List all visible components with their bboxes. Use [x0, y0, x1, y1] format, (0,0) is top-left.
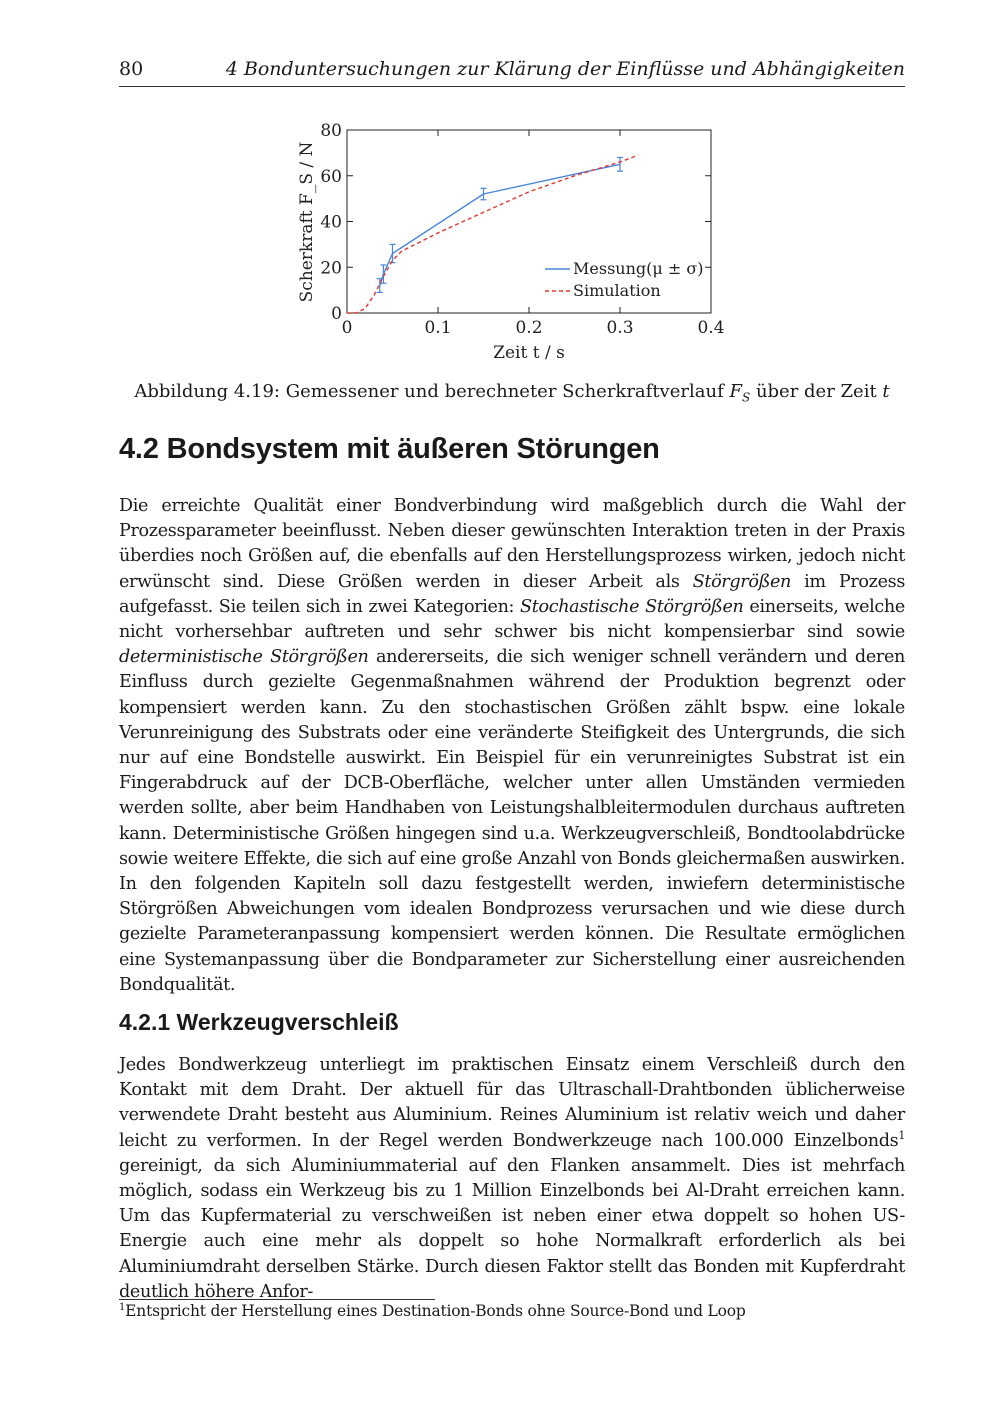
text-run: Jedes Bondwerkzeug unterliegt im praktischen Einsatz einem Verschleiß durch den Kontakt mit dem Draht. Der aktuell für das Ultraschall-Drahtbonden üblicherweise verwendete Draht besteht aus Aluminium. Reines Aluminium ist relativ weich und daher leicht zu verformen. In der Regel werden Bondwerkzeuge nach 100.000 Einzelbonds — [119, 1055, 905, 1151]
text-run: gereinigt, da sich Aluminiummaterial auf den Flanken ansammelt. Dies ist mehrfach möglich, sodass ein Werkzeug bis zu 1 Million Einzelbonds bei Al-Draht erreichen kann. Um das Kupfermaterial zu verschweißen ist neben einer etwa doppelt so hohen US-Energie auch eine mehr als doppelt so hohe Normalkraft erforderlich als bei Aluminiumdraht derselben Stärke. Durch diesen Faktor stellt das Bonden mit Kupferdraht deutlich höhere Anfor- — [119, 1155, 905, 1302]
caption-variable: t — [882, 381, 890, 402]
caption-symbol — [729, 381, 751, 405]
page-number: 80 — [119, 58, 144, 80]
y-tick-label: 20 — [320, 258, 342, 279]
caption-symbol-subscript: S — [741, 390, 751, 405]
x-tick-label: 0 — [341, 318, 353, 338]
y-tick-label: 60 — [320, 166, 342, 187]
text-run: einerseits, welche nicht vorhersehbar auftreten und sehr schwer bis nicht kompensierbar sind sowie — [119, 596, 905, 643]
y-axis-label: Scherkraft F_S / N — [297, 141, 317, 303]
caption-symbol-letter: F — [729, 381, 742, 402]
footnote-divider — [119, 1299, 435, 1300]
running-title: 4 Bonduntersuchungen zur Klärung der Einflüsse und Abhängigkeiten — [225, 58, 905, 80]
section-heading: 4.2 Bondsystem mit äußeren Störungen — [119, 433, 660, 465]
y-tick-label: 0 — [331, 304, 342, 324]
y-tick-label: 80 — [320, 121, 342, 141]
subsection-paragraph — [119, 1053, 905, 1305]
footnote-text: Entspricht der Herstellung eines Destination-Bonds ohne Source-Bond und Loop — [125, 1302, 746, 1321]
section-paragraph — [119, 494, 905, 998]
caption-prefix: Abbildung 4.19: Gemessener und berechneter Scherkraftverlauf — [134, 381, 724, 402]
legend-label: Messung(μ ± σ) — [573, 259, 704, 278]
chart-legend — [545, 259, 704, 300]
figure-caption — [119, 381, 905, 405]
caption-middle: über der Zeit — [755, 381, 877, 402]
y-tick-label: 40 — [320, 212, 342, 233]
x-tick-label: 0.2 — [515, 318, 543, 338]
x-tick-label: 0.1 — [424, 318, 452, 338]
footnote-mark: 1 — [119, 1302, 126, 1313]
x-tick-label: 0.4 — [697, 318, 725, 338]
legend-label: Simulation — [573, 281, 661, 300]
emphasis-deterministische: deterministische Störgrößen — [119, 647, 369, 668]
shear-force-chart — [290, 118, 730, 368]
x-axis-label: Zeit t / s — [493, 343, 565, 363]
axis-ticks — [320, 121, 724, 338]
emphasis-stochastische: Stochastische Störgrößen — [520, 596, 744, 617]
x-tick-label: 0.3 — [606, 318, 634, 338]
text-run: im Prozess aufgefasst. Sie teilen sich in zwei Kategorien: — [119, 571, 905, 617]
chart-canvas — [290, 118, 730, 368]
footnote — [119, 1302, 905, 1320]
text-run: andererseits, die sich weniger schnell verändern und deren Einfluss durch gezielte Gegenmaßnahmen während der Produktion begrenzt oder kompensiert werden kann. Zu den stochastischen Größen zählt bspw. eine lokale Verunreinigung des Substrats oder eine veränderte Steifigkeit des Untergrunds, die sich nur auf eine Bondstelle auswirkt. Ein Beispiel für ein verunreinigtes Substrat ist ein Fingerabdruck auf der DCB-Oberfläche, welcher unter allen Umständen vermieden werden sollte, aber beim Handhaben von Leistungshalbleitermodulen durchaus auftreten kann. Deterministische Größen hingegen sind u.a. Werkzeugverschleiß, Bondtoolabdrücke sowie weitere Effekte, die sich auf eine große Anzahl von Bonds gleichermaßen auswirken. In den folgenden Kapiteln soll dazu festgestellt werden, inwiefern deterministische Störgrößen Abweichungen vom idealen Bondprozess verursachen und wie diese durch gezielte Parameteranpassung kompensiert werden können. Die Resultate ermöglichen eine Systemanpassung über die Bondparameter zur Sicherstellung einer ausreichenden Bondqualität. — [119, 647, 906, 995]
emphasis-stoergroessen: Störgrößen — [692, 571, 792, 592]
subsection-heading: 4.2.1 Werkzeugverschleiß — [119, 1009, 399, 1035]
text-run: Die erreichte Qualität einer Bondverbindung wird maßgeblich durch die Wahl der Prozessparameter beeinflusst. Neben dieser gewünschten Interaktion treten in der Praxis überdies noch Größen auf, die ebenfalls auf den Herstellungsprozess wirken, jedoch nicht erwünscht sind. Diese Größen werden in dieser Arbeit als — [119, 496, 905, 592]
page-header — [119, 58, 905, 87]
footnote-reference[interactable]: 1 — [898, 1128, 905, 1142]
